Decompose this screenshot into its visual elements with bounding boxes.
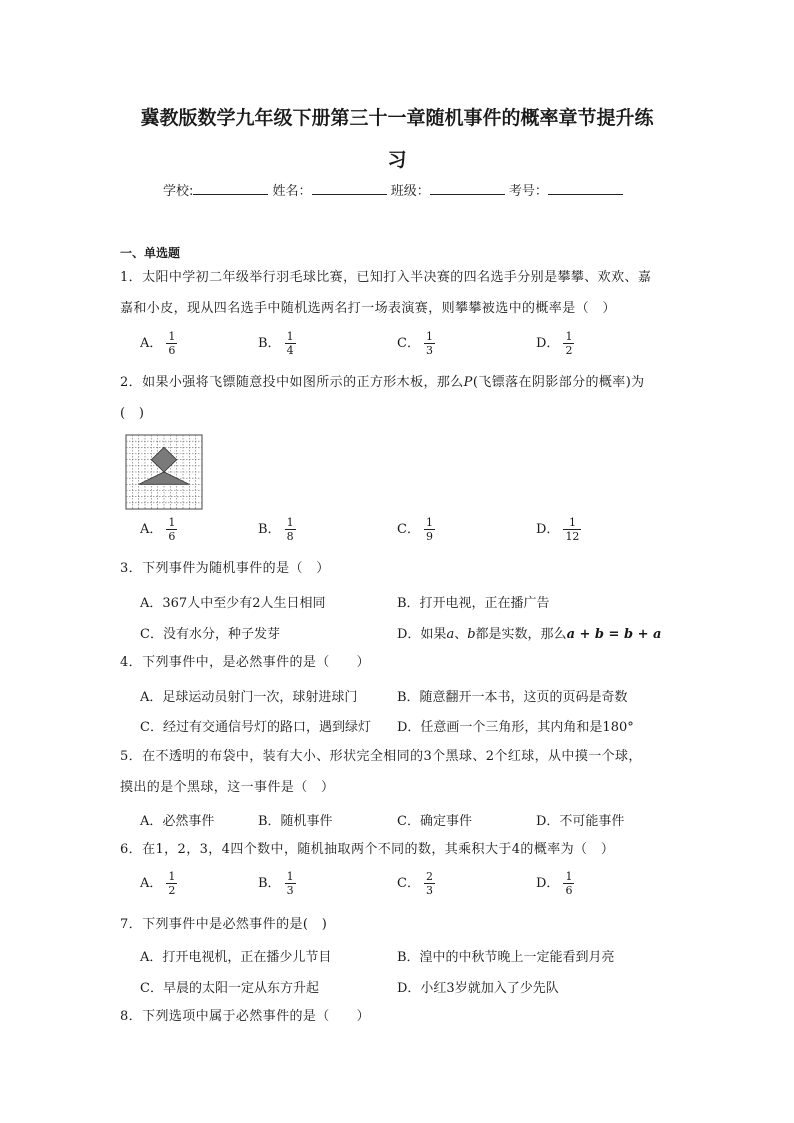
- name-label: 姓名：: [272, 184, 312, 199]
- q5-option-b[interactable]: B．随机事件: [258, 814, 333, 829]
- school-label: 学校:: [163, 184, 194, 199]
- numerator: 1: [286, 516, 294, 529]
- question-5-line2: 摸出的是个黑球，这一事件是（ ）: [120, 780, 335, 795]
- denominator: 3: [425, 884, 433, 897]
- fraction: [166, 516, 177, 543]
- option-label: D．: [536, 522, 560, 537]
- fraction: [166, 330, 177, 357]
- q2-option-a[interactable]: [140, 516, 177, 543]
- numerator: 1: [286, 870, 294, 883]
- q2-option-d[interactable]: [536, 516, 581, 543]
- page-title: 冀教版数学九年级下册第三十一章随机事件的概率章节提升练: [140, 107, 654, 129]
- question-1-line2: 嘉和小皮，现从四名选手中随机选两名打一场表演赛，则攀攀被选中的概率是（ ）: [120, 301, 616, 316]
- separator: 、: [454, 627, 468, 642]
- fraction: [424, 870, 435, 897]
- q7-option-d[interactable]: D．小红3岁就加入了少先队: [397, 981, 559, 996]
- q2-text-a: 2．如果小强将飞镖随意投中如图所示的正方形木板，那么: [120, 375, 464, 390]
- denominator: 2: [565, 344, 573, 357]
- probability-symbol: P: [463, 375, 473, 390]
- page-title-continued: 习: [387, 149, 407, 171]
- q4-option-c[interactable]: C．经过有交通信号灯的路口，遇到绿灯: [140, 720, 371, 735]
- denominator: 12: [565, 530, 580, 543]
- exam-no-blank[interactable]: [548, 182, 623, 195]
- numerator: 1: [425, 330, 433, 343]
- option-label: A．: [140, 876, 163, 891]
- numerator: 2: [425, 870, 433, 883]
- option-label: C．: [397, 876, 420, 891]
- option-label: A．: [140, 336, 163, 351]
- q1-option-a[interactable]: [140, 330, 177, 357]
- q4-option-a[interactable]: A．足球运动员射门一次，球射进球门: [140, 690, 358, 705]
- question-7-stem: 7．下列事件中是必然事件的是( ): [120, 917, 328, 932]
- denominator: 9: [425, 530, 433, 543]
- fraction: [563, 516, 581, 543]
- q6-option-b[interactable]: [258, 870, 296, 897]
- question-8-stem: 8．下列选项中属于必然事件的是（ ）: [120, 1009, 370, 1024]
- name-blank[interactable]: [312, 182, 387, 195]
- fraction: [424, 330, 435, 357]
- numerator: 1: [565, 330, 573, 343]
- student-info-row: [163, 180, 623, 199]
- q3-option-c[interactable]: C．没有水分，种子发芽: [140, 627, 280, 642]
- question-5-line1: 5．在不透明的布袋中，装有大小、形状完全相同的3个黑球、2个红球，从中摸一个球，: [120, 749, 642, 764]
- q5-option-c[interactable]: C．确定事件: [397, 814, 472, 829]
- option-label: B．: [258, 522, 281, 537]
- q3-option-d[interactable]: [397, 623, 661, 642]
- option-label: D．: [536, 876, 560, 891]
- section-heading: 一、单选题: [120, 246, 181, 260]
- q7-option-b[interactable]: B．湟中的中秋节晚上一定能看到月亮: [397, 950, 615, 965]
- q6-option-c[interactable]: [397, 870, 435, 897]
- variable-b: b: [467, 627, 476, 642]
- exam-no-label: 考号：: [508, 184, 548, 199]
- school-blank[interactable]: [193, 182, 268, 195]
- q6-option-a[interactable]: [140, 870, 177, 897]
- numerator: 1: [563, 516, 581, 530]
- fraction: [424, 516, 435, 543]
- option-label: B．: [258, 336, 281, 351]
- numerator: 1: [168, 516, 176, 529]
- question-3-stem: 3．下列事件为随机事件的是（ ）: [120, 561, 330, 576]
- q1-option-b[interactable]: [258, 330, 296, 357]
- denominator: 8: [286, 530, 294, 543]
- dartboard-grid-figure: [125, 434, 203, 510]
- q5-option-a[interactable]: A．必然事件: [140, 814, 215, 829]
- q5-option-d[interactable]: D．不可能事件: [536, 814, 625, 829]
- denominator: 4: [286, 344, 294, 357]
- numerator: 1: [168, 330, 176, 343]
- fraction: [285, 870, 296, 897]
- question-4-stem: 4．下列事件中，是必然事件的是（ ）: [120, 655, 370, 670]
- q1-option-c[interactable]: [397, 330, 435, 357]
- q3-option-b[interactable]: B．打开电视，正在播广告: [397, 596, 550, 611]
- class-label: 班级：: [390, 184, 430, 199]
- option-text: 都是实数，那么: [475, 627, 567, 642]
- q2-option-b[interactable]: [258, 516, 296, 543]
- fraction: [285, 330, 296, 357]
- question-1-stem: [120, 262, 680, 324]
- denominator: 6: [168, 530, 176, 543]
- q7-option-c[interactable]: C．早晨的太阳一定从东方升起: [140, 981, 319, 996]
- q6-option-d[interactable]: [536, 870, 574, 897]
- fraction: [563, 330, 574, 357]
- option-text: D．如果: [397, 627, 447, 642]
- fraction: [166, 870, 177, 897]
- option-label: B．: [258, 876, 281, 891]
- denominator: 3: [425, 344, 433, 357]
- question-5-stem: [120, 741, 680, 803]
- question-1-line1: 1．太阳中学初二年级举行羽毛球比赛，已知打入半决赛的四名选手分别是攀攀、欢欢、嘉: [120, 270, 652, 285]
- numerator: 1: [168, 870, 176, 883]
- q2-text-b: (飞镖落在阴影部分的概率)为: [472, 375, 645, 390]
- question-2-stem: [120, 367, 680, 429]
- numerator: 1: [286, 330, 294, 343]
- option-label: A．: [140, 522, 163, 537]
- option-label: D．: [536, 336, 560, 351]
- numerator: 1: [425, 516, 433, 529]
- variable-a: a: [446, 627, 455, 642]
- q7-option-a[interactable]: A．打开电视机，正在播少儿节目: [140, 950, 332, 965]
- q2-option-c[interactable]: [397, 516, 435, 543]
- q3-option-a[interactable]: A．367人中至少有2人生日相同: [140, 596, 326, 611]
- fraction: [563, 870, 574, 897]
- denominator: 3: [286, 884, 294, 897]
- question-2-line2: ( ): [120, 406, 145, 421]
- q1-option-d[interactable]: [536, 330, 574, 357]
- denominator: 6: [168, 344, 176, 357]
- math-expression: a + b = b + a: [566, 627, 662, 642]
- question-2-line1: [120, 367, 680, 398]
- numerator: 1: [565, 870, 573, 883]
- q4-option-d[interactable]: D．任意画一个三角形，其内角和是180°: [397, 720, 634, 735]
- q4-option-b[interactable]: B．随意翻开一本书，这页的页码是奇数: [397, 690, 628, 705]
- option-label: C．: [397, 522, 420, 537]
- option-label: C．: [397, 336, 420, 351]
- denominator: 6: [565, 884, 573, 897]
- fraction: [285, 516, 296, 543]
- class-blank[interactable]: [430, 182, 505, 195]
- denominator: 2: [168, 884, 176, 897]
- question-6-stem: 6．在1，2，3，4四个数中，随机抽取两个不同的数，其乘积大于4的概率为（ ）: [120, 842, 615, 857]
